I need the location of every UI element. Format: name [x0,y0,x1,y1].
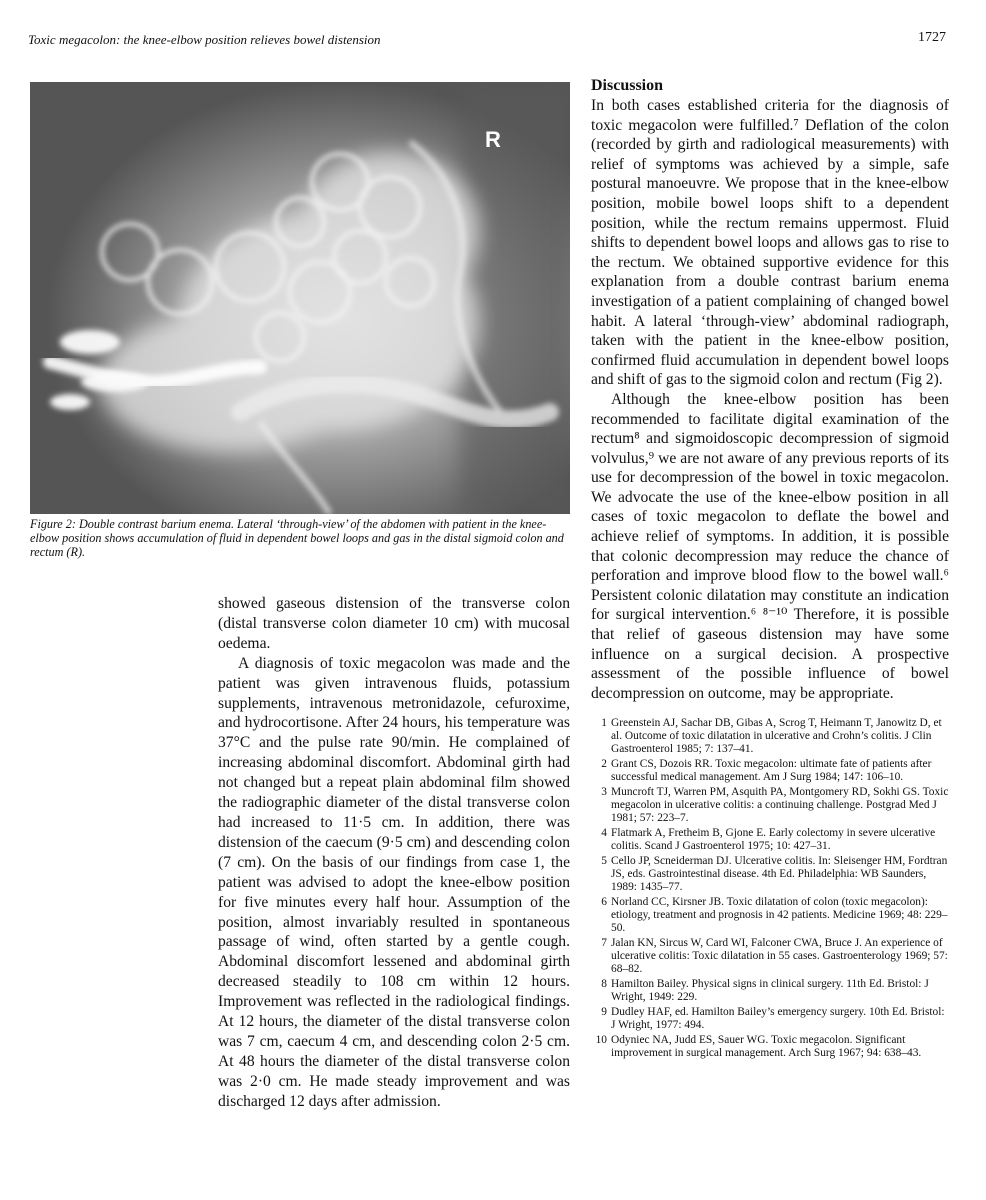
page-number: 1727 [918,30,946,45]
discussion-paragraph: In both cases established criteria for the diagnosis of toxic megacolon were fulfilled.⁷ Deflation of the colon (recorded by girth and radiological measurements) with relief of symptoms was achieved by a simple, safe postural manoeuvre. We propose that in the knee-elbow position, mobile bowel loops shift to a dependent position, while the rectum remains uppermost. Fluid shifts to dependent bowel loops and allows gas to rise to the rectum. We obtained supportive evidence for this explanation from a double contrast barium enema investigation of a patient complaining of changed bowel habit. A lateral ‘through-view’ abdominal radiograph, taken with the patient in the knee-elbow position, confirmed fluid accumulation in dependent bowel loops and shift of gas to the sigmoid colon and rectum (Fig 2). [591,97,949,389]
reference-item [591,717,949,756]
reference-number: 8 [601,978,607,991]
reference-list [591,717,949,1060]
reference-number: 6 [601,896,607,909]
reference-number: 9 [601,1006,607,1019]
reference-text: Muncroft TJ, Warren PM, Asquith PA, Montgomery RD, Sokhi GS. Toxic megacolon in ulcerative colitis: a continuing challenge. Postgrad Med J 1981; 57: 223–7. [611,786,949,825]
reference-text: Flatmark A, Fretheim B, Gjone E. Early colectomy in severe ulcerative colitis. Scand J Gastroenterol 1975; 10: 427–31. [611,827,936,853]
reference-text: Dudley HAF, ed. Hamilton Bailey’s emergency surgery. 10th Ed. Bristol: J Wright, 1977: 494. [611,1006,945,1032]
reference-number: 10 [595,1034,607,1047]
radiograph-figure [30,82,570,514]
reference-item [591,978,949,1004]
reference-item [591,855,949,894]
reference-text: Jalan KN, Sircus W, Card WI, Falconer CWA, Bruce J. An experience of ulcerative colitis: Toxic dilatation in 55 cases. Gastroenterology 1969; 57: 68–82. [611,937,948,976]
reference-text: Norland CC, Kirsner JB. Toxic dilatation of colon (toxic megacolon): etiology, treatment and prognosis in 42 patients. Medicine 1969; 48: 229–50. [611,896,948,935]
reference-number: 7 [601,937,607,950]
reference-text: Hamilton Bailey. Physical signs in clinical surgery. 11th Ed. Bristol: J Wright, 1949: 229. [611,978,929,1004]
left-column [218,594,570,1112]
reference-text: Odyniec NA, Judd ES, Sauer WG. Toxic megacolon. Significant improvement in surgical management. Arch Surg 1967; 94: 638–43. [611,1034,922,1060]
discussion-heading: Discussion [591,77,664,94]
body-paragraph: A diagnosis of toxic megacolon was made and the patient was given intravenous fluids, potassium supplements, intravenous metronidazole, cefuroxime, and hydrocortisone. After 24 hours, his temperature was 37°C and the pulse rate 90/min. He complained of increasing abdominal discomfort. Abdominal girth had not changed but a repeat plain abdominal film showed the radiographic diameter of the distal transverse colon had increased to 11·5 cm. In addition, there was distension of the caecum (9·5 cm) and descending colon (7 cm). On the basis of our findings from case 1, the patient was advised to adopt the knee-elbow position for five minutes every half hour. Assumption of the position, almost invariably resulted in spontaneous passage of wind, often started by a gentle cough. Abdominal discomfort lessened and abdominal girth decreased steadily to 108 cm within 12 hours. Improvement was reflected in the radiological findings. At 12 hours, the diameter of the distal transverse colon was 7 cm, caecum 4 cm, and descending colon 2·5 cm. At 48 hours the diameter of the distal transverse colon was 2·0 cm. He made steady improvement and was discharged 12 days after admission. [218,654,570,1110]
reference-item [591,1034,949,1060]
body-paragraph: showed gaseous distension of the transverse colon (distal transverse colon diameter 10 cm) with mucosal oedema. [218,595,570,652]
rectum-marker: R [485,127,501,152]
reference-text: Grant CS, Dozois RR. Toxic megacolon: ultimate fate of patients after successful medical management. Am J Surg 1984; 147: 106–10. [611,758,932,784]
reference-item [591,827,949,853]
reference-text: Greenstein AJ, Sachar DB, Gibas A, Scrog T, Heimann T, Janowitz D, et al. Outcome of toxic dilatation in ulcerative and Crohn’s colitis. J Clin Gastroenterol 1985; 7: 137–41. [611,717,942,756]
radiograph-image [30,82,570,514]
reference-number: 5 [601,855,607,868]
reference-item [591,896,949,935]
reference-number: 3 [601,786,607,799]
reference-text: Cello JP, Scneiderman DJ. Ulcerative colitis. In: Sleisenger HM, Fordtran JS, eds. Gastrointestinal disease. 4th Ed. Philadelphia: WB Saunders, 1989: 1435–77. [611,855,948,894]
reference-number: 1 [601,717,607,730]
reference-number: 2 [601,758,607,771]
reference-item [591,937,949,976]
figure-caption: Figure 2: Double contrast barium enema. Lateral ‘through-view’ of the abdomen with patient in the knee-elbow position shows accumulation of fluid in dependent bowel loops and gas in the distal sigmoid colon and rectum (R). [30,517,564,559]
running-title: Toxic megacolon: the knee-elbow position relieves bowel distension [28,32,381,47]
reference-item [591,1006,949,1032]
discussion-paragraph: Although the knee-elbow position has been recommended to facilitate digital examination of the rectum⁸ and sigmoidoscopic decompression of sigmoid volvulus,⁹ we are not aware of any previous reports of its use for decompression of the bowel in toxic megacolon. We advocate the use of the knee-elbow position in all cases of toxic megacolon to deflate the bowel and achieve relief of symptoms. In addition, it is possible that colonic decompression may reduce the chance of perforation and improve blood flow to the bowel wall.⁶ Persistent colonic dilatation may constitute an indication for surgical intervention.⁶ ⁸⁻¹⁰ Therefore, it is possible that relief of gaseous distension may have some influence on a surgical decision. A prospective assessment of the possible influence of bowel decompression on outcome, may be appropriate. [591,390,949,702]
right-column [591,76,949,1062]
reference-number: 4 [601,827,607,840]
reference-item [591,786,949,825]
reference-item [591,758,949,784]
